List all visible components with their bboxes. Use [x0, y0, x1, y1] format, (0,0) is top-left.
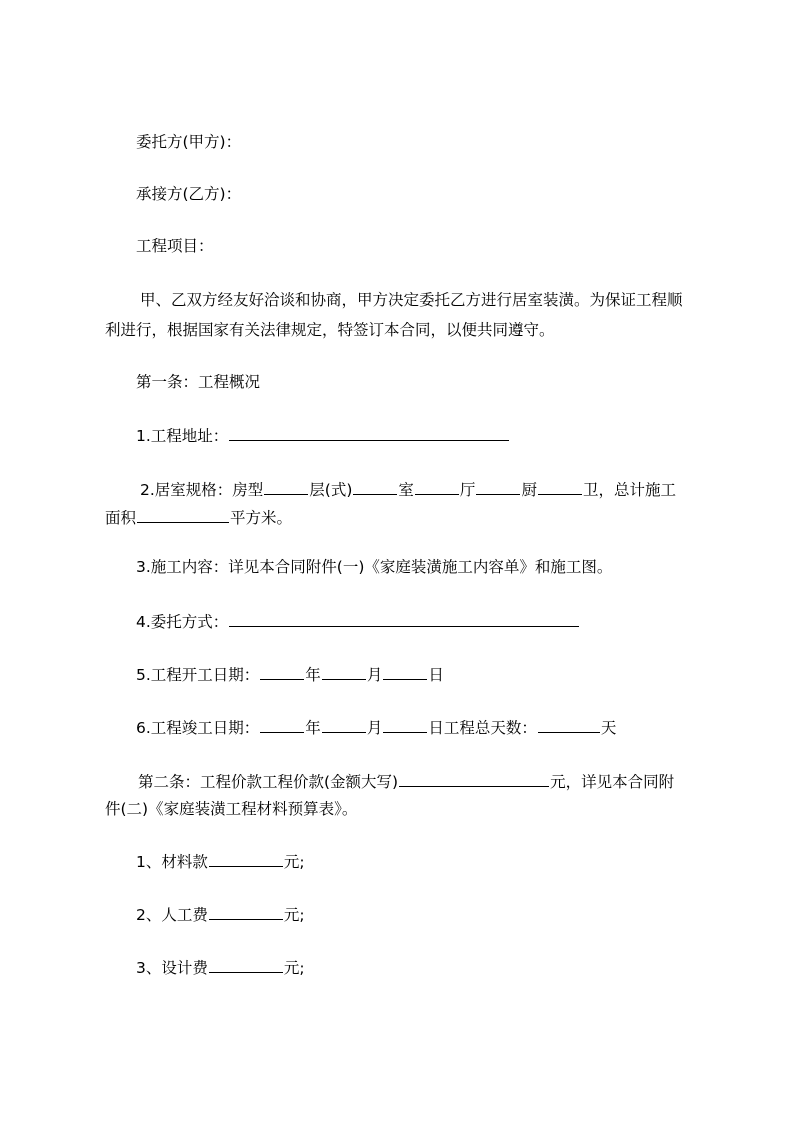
end-month-unit: 月: [366, 719, 383, 737]
item2-area: [105, 507, 292, 528]
contractor-label: 承接方(乙方)：: [136, 185, 242, 203]
fee-blank: [209, 851, 283, 867]
room-type-blank: [264, 479, 308, 495]
end-day-blank: [383, 717, 427, 733]
item4-label: 4.委托方式：: [136, 613, 229, 631]
fee-label: 1、材料款: [136, 853, 208, 871]
article2-line-2: 件(二)《家庭装潢工程材料预算表》。: [105, 800, 358, 818]
item3-scope: 3.施工内容：详见本合同附件(一)《家庭装潢施工内容单》和施工图。: [136, 558, 613, 576]
method-blank: [229, 611, 579, 627]
room-count-blank: [353, 479, 397, 495]
article2-suffix: 元，详见本合同附: [550, 773, 675, 791]
item1-label: 1.工程地址：: [136, 427, 229, 445]
fee-label: 3、设计费: [136, 959, 208, 977]
fee-blank: [209, 957, 283, 973]
item2-room-spec: [140, 479, 676, 500]
fee-unit: 元;: [283, 906, 305, 924]
start-month-unit: 月: [366, 666, 383, 684]
start-day-unit: 日: [428, 666, 444, 684]
floor-unit: 层(式): [309, 481, 353, 499]
address-blank: [229, 425, 509, 441]
item4-method: [136, 611, 580, 632]
article1-title: 第一条：工程概况: [136, 373, 261, 391]
fee-blank: [209, 904, 283, 920]
end-year-unit: 年: [305, 719, 321, 737]
client-label: 委托方(甲方)：: [136, 133, 242, 151]
area-prefix: 面积: [105, 509, 137, 527]
article2-prefix: 第二条：工程价款工程价款(金额大写): [138, 773, 399, 791]
end-day-total-label: 日工程总天数：: [428, 719, 537, 737]
item6-label: 6.工程竣工日期：: [136, 719, 260, 737]
fee-design: [136, 957, 305, 978]
kitchen-unit: 厨: [521, 481, 537, 499]
article2-line-1: [138, 771, 674, 792]
item5-label: 5.工程开工日期：: [136, 666, 260, 684]
intro-line-1: 甲、乙双方经友好洽谈和协商，甲方决定委托乙方进行居室装潢。为保证工程顺: [140, 291, 683, 309]
fee-materials: [136, 851, 305, 872]
item1-address: [136, 425, 510, 446]
project-label: 工程项目：: [136, 237, 214, 255]
price-blank: [399, 771, 549, 787]
fee-label: 2、人工费: [136, 906, 208, 924]
kitchen-count-blank: [476, 479, 520, 495]
fee-unit: 元;: [283, 853, 305, 871]
total-days-blank: [538, 717, 600, 733]
start-day-blank: [383, 664, 427, 680]
start-year-unit: 年: [305, 666, 321, 684]
hall-unit: 厅: [459, 481, 476, 499]
days-unit: 天: [600, 719, 617, 737]
area-unit: 平方米。: [230, 509, 293, 527]
fee-unit: 元;: [283, 959, 305, 977]
room-unit: 室: [398, 481, 414, 499]
end-month-blank: [322, 717, 366, 733]
item2-prefix: 2.居室规格：房型: [140, 481, 264, 499]
bath-suffix: 卫，总计施工: [582, 481, 676, 499]
intro-line-2: 利进行，根据国家有关法律规定，特签订本合同，以便共同遵守。: [105, 321, 555, 339]
end-year-blank: [260, 717, 304, 733]
start-month-blank: [322, 664, 366, 680]
bath-count-blank: [538, 479, 582, 495]
hall-count-blank: [415, 479, 459, 495]
start-year-blank: [260, 664, 304, 680]
item5-start-date: [136, 664, 444, 685]
item6-end-date: [136, 717, 616, 738]
fee-labor: [136, 904, 305, 925]
area-blank: [137, 507, 229, 523]
